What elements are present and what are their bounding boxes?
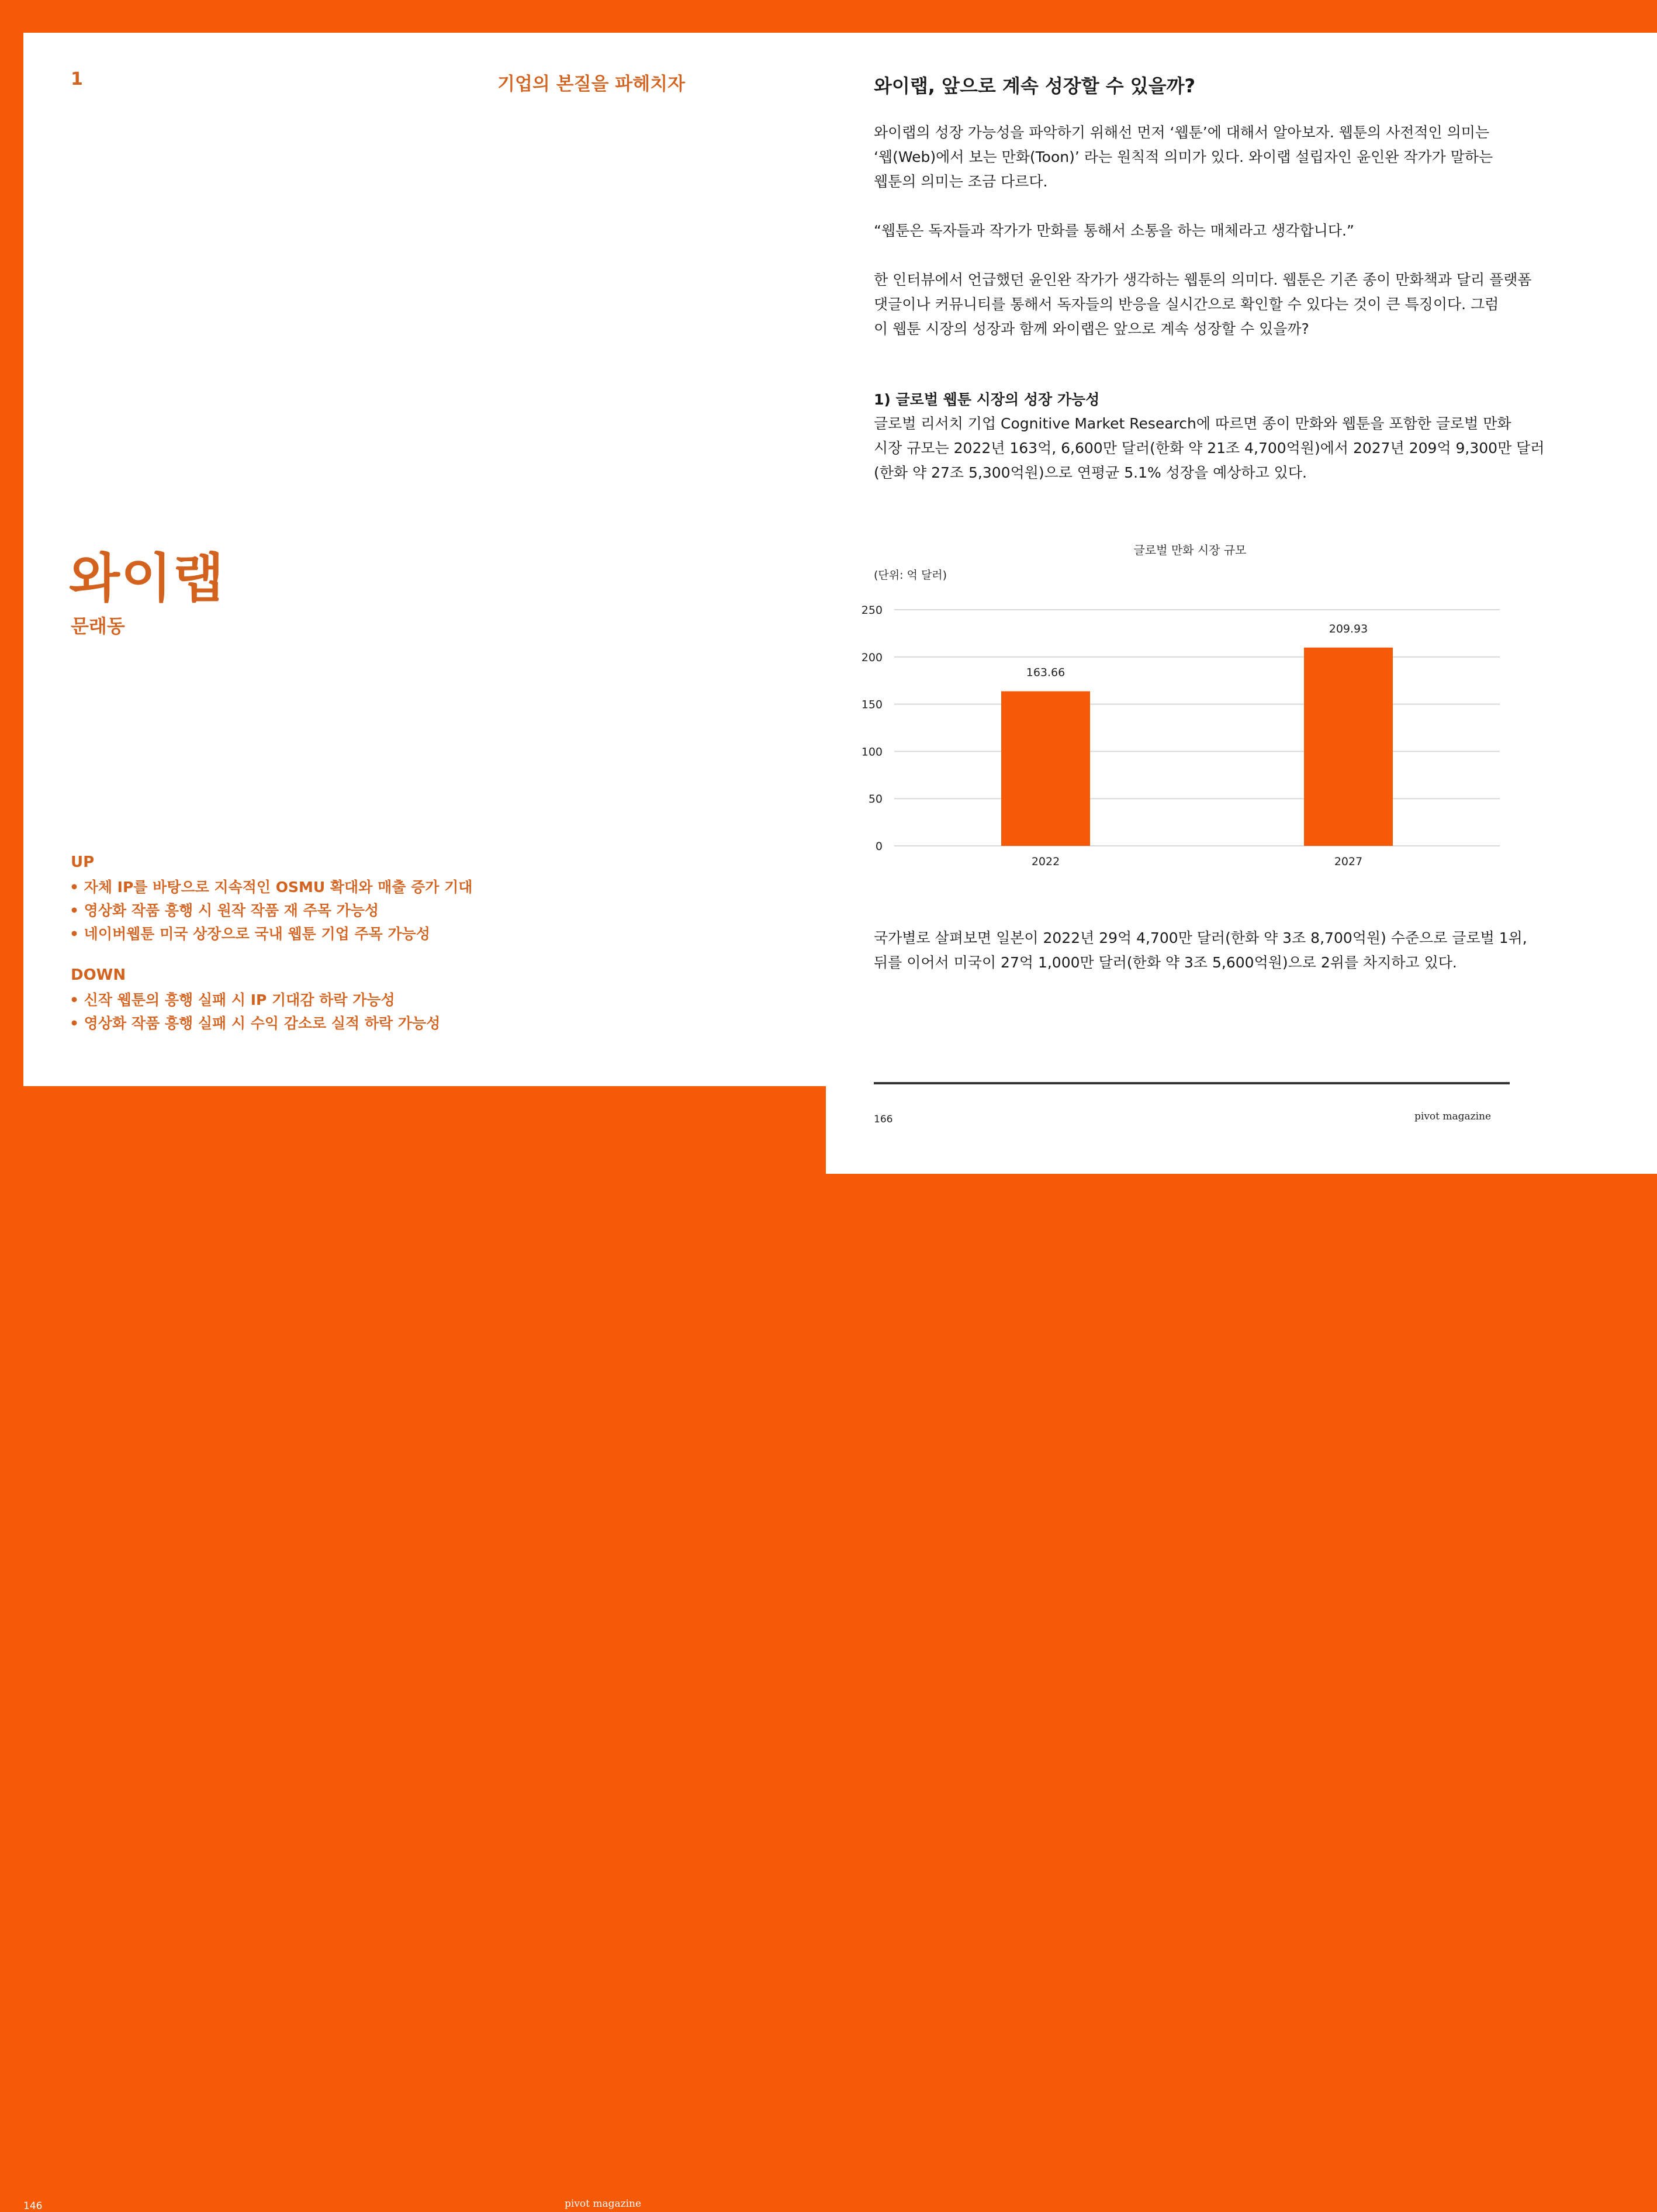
page-number: 146 — [23, 2200, 43, 2212]
paragraph — [874, 926, 1527, 975]
text-line: (한화 약 27조 5,300억원)으로 연평균 5.1% 성장을 예상하고 있다. — [874, 464, 1307, 481]
quote: “웹툰은 독자들과 작가가 만화를 통해서 소통을 하는 매체라고 생각합니다.” — [874, 222, 1354, 239]
page-number: 166 — [874, 1114, 893, 1125]
text-line: 시장 규모는 2022년 163억, 6,600만 달러(한화 약 21조 4,700억원)에서 2027년 209억 9,300만 달러 — [874, 440, 1545, 457]
text-line: 댓글이나 커뮤니티를 통해서 독자들의 반응을 실시간으로 확인할 수 있다는 것이 큰 특징이다. 그럼 — [874, 296, 1499, 313]
author-name: 문래동 — [71, 615, 125, 637]
x-tick-label: 2027 — [1334, 855, 1363, 868]
article-title: 와이랩, 앞으로 계속 성장할 수 있을까? — [874, 75, 1196, 97]
text-line: 글로벌 리서치 기업 Cognitive Market Research에 따르면 종이 만화와 웹툰을 포함한 글로벌 만화 — [874, 415, 1511, 432]
left-page — [23, 33, 826, 1086]
up-item: • 네이버웹툰 미국 상장으로 국내 웹툰 기업 주목 가능성 — [70, 925, 430, 942]
chart-x-ticks — [1032, 855, 1362, 868]
y-tick-label: 200 — [861, 651, 883, 664]
text-line: ‘웹(Web)에서 보는 만화(Toon)’ 라는 원칙적 의미가 있다. 와이랩 설립자인 윤인완 작가가 말하는 — [874, 148, 1493, 165]
y-tick-label: 50 — [868, 793, 883, 806]
magazine-name: pivot magazine — [1414, 1111, 1492, 1122]
up-list — [70, 876, 472, 946]
y-tick-label: 100 — [861, 745, 883, 759]
down-heading: DOWN — [71, 966, 126, 984]
chart-title: 글로벌 만화 시장 규모 — [1133, 543, 1247, 557]
y-tick-label: 0 — [875, 840, 883, 853]
text-line: 뒤를 이어서 미국이 27억 1,000만 달러(한화 약 3조 5,600억원)으로 2위를 차지하고 있다. — [874, 954, 1457, 971]
magazine-name: pivot magazine — [565, 2198, 642, 2210]
chart-y-ticks — [862, 604, 883, 853]
data-label: 209.93 — [1329, 622, 1368, 635]
company-name: 와이랩 — [69, 548, 225, 609]
down-item: • 신작 웹툰의 흥행 실패 시 IP 기대감 하락 가능성 — [70, 991, 395, 1008]
chart-gridlines — [894, 610, 1500, 846]
text-line: 국가별로 살펴보면 일본이 2022년 29억 4,700만 달러(한화 약 3조 8,700억원) 수준으로 글로벌 1위, — [874, 929, 1527, 946]
chapter-title: 기업의 본질을 파헤치자 — [497, 74, 686, 95]
bar — [1001, 692, 1090, 846]
left-footer-band — [0, 1086, 826, 2212]
chart-unit-label: (단위: 억 달러) — [874, 569, 947, 582]
text-line: 한 인터뷰에서 언급했던 윤인완 작가가 생각하는 웹툰의 의미다. 웹툰은 기존 종이 만화책과 달리 플랫폼 — [874, 271, 1532, 288]
y-tick-label: 250 — [861, 604, 883, 617]
up-item: • 자체 IP를 바탕으로 지속적인 OSMU 확대와 매출 증가 기대 — [70, 879, 473, 896]
text-line: 이 웹툰 시장의 성장과 함께 와이랩은 앞으로 계속 성장할 수 있을까? — [874, 320, 1309, 337]
chapter-number: 1 — [71, 69, 83, 89]
down-list — [70, 989, 440, 1035]
section-title: 1) 글로벌 웹툰 시장의 성장 가능성 — [874, 391, 1100, 408]
y-tick-label: 150 — [861, 698, 883, 711]
right-page — [826, 33, 1657, 1174]
down-item: • 영상화 작품 흥행 실패 시 수익 감소로 실적 하락 가능성 — [70, 1015, 441, 1032]
text-line: 와이랩의 성장 가능성을 파악하기 위해선 먼저 ‘웹툰’에 대해서 알아보자. 웹툰의 사전적인 의미는 — [874, 124, 1490, 141]
data-label: 163.66 — [1026, 666, 1066, 679]
bar — [1304, 648, 1393, 846]
up-item: • 영상화 작품 흥행 시 원작 작품 재 주목 가능성 — [70, 902, 379, 919]
bar-chart — [826, 33, 1657, 921]
text-line: 웹툰의 의미는 조금 다르다. — [874, 173, 1048, 190]
up-heading: UP — [71, 853, 95, 871]
footer-divider — [874, 1082, 1510, 1084]
x-tick-label: 2022 — [1031, 855, 1060, 868]
